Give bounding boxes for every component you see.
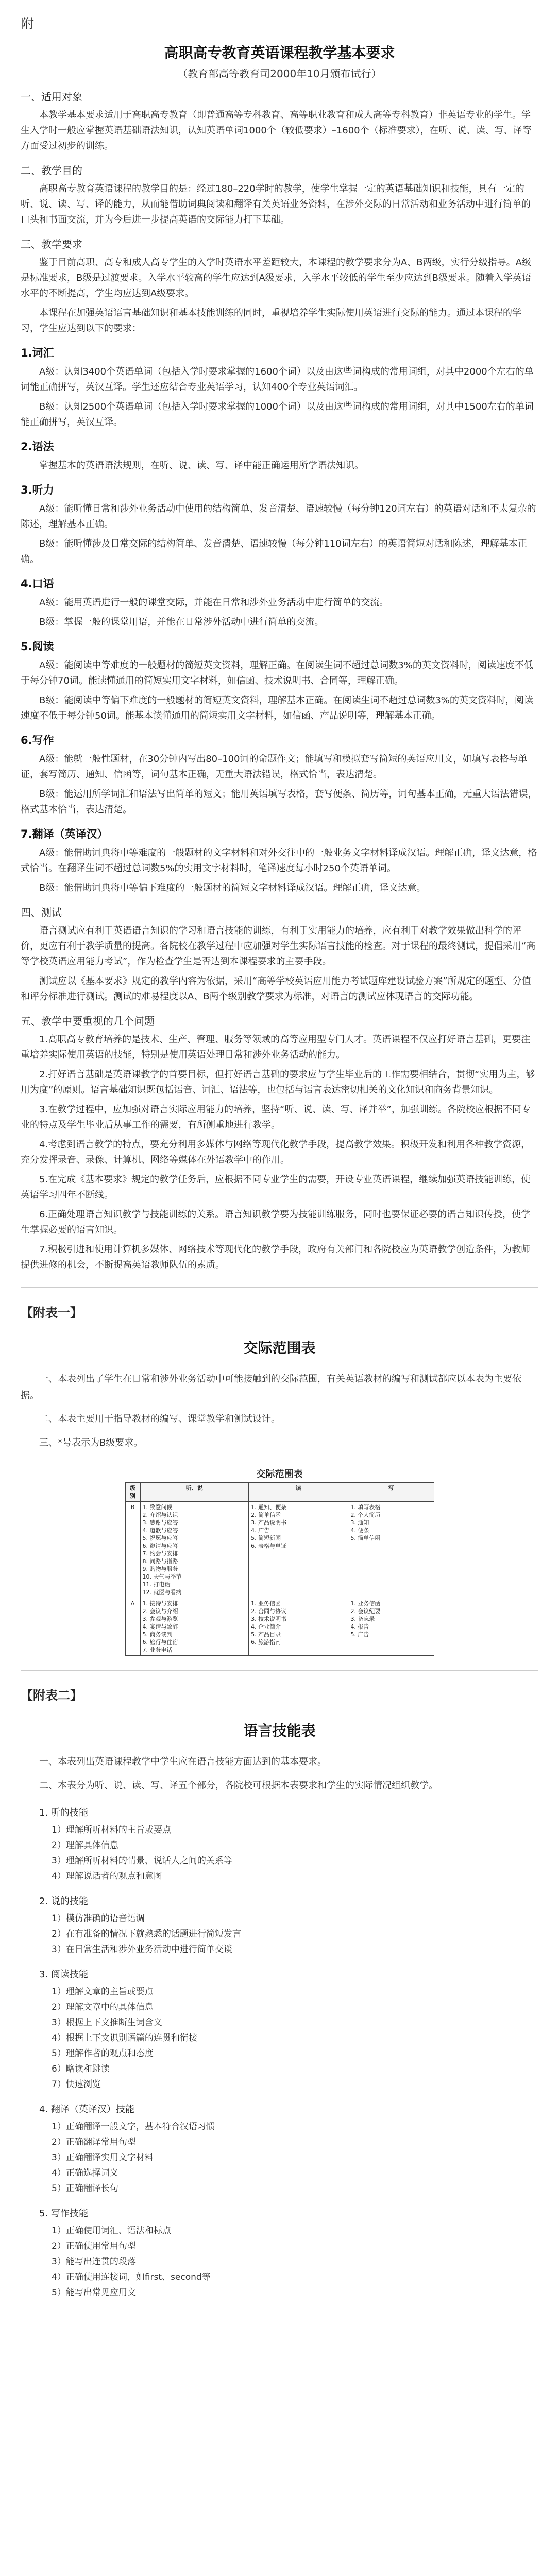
skill-item: 4）理解说话者的观点和意图	[52, 1871, 162, 1882]
paragraph: 本课程在加强英语语言基础知识和基本技能训练的同时，重视培养学生实际使用英语进行交际的能力。通过本课程的学习，学生应达到以下的要求：	[21, 308, 521, 334]
paragraph: A级：能用英语进行一般的课堂交际，并能在日常和涉外业务活动中进行简单的交流。	[39, 597, 389, 608]
requirement-heading: 6.写作	[21, 734, 54, 747]
table-cell-line: 1. 致意问候	[142, 1504, 173, 1511]
intro-paragraph: 一、本表列出了学生在日常和涉外业务活动中可能接触到的交际范围，有关英语教材的编写和测试都应以本表为主要依据。	[21, 1374, 521, 1401]
table-cell-line: 5. 产品目录	[251, 1631, 281, 1638]
document-subtitle: （教育部高等教育司2000年10月颁布试行）	[177, 67, 382, 80]
paragraph: 本教学基本要求适用于高职高专教育（即普通高等专科教育、高等职业教育和成人高等专科教育）非英语专业的学生。学生入学时一般应掌握英语基础语法知识，认知英语单词1000个（较低要求）–1600个（标准要求），在听、说、读、写、译等方面受过初步的训练。	[21, 110, 532, 151]
skill-item: 2）理解具体信息	[52, 1840, 118, 1851]
requirement-heading: 7.翻译（英译汉）	[21, 828, 108, 840]
paragraph: A级：能借助词典将中等难度的一般题材的文字材料和对外交往中的一般业务文字材料译成汉语。理解正确，译文达意，格式恰当。在翻译生词不超过总词数5%的实用文字材料时，笔译速度每小时250个英语单词。	[21, 848, 537, 874]
skill-item: 1）理解文章的主旨或要点	[52, 1987, 154, 1997]
skill-item: 6）略读和跳读	[52, 2064, 110, 2074]
skill-item: 7）快速浏览	[52, 2079, 101, 2090]
communication-table	[125, 1467, 434, 1656]
sections-before	[21, 89, 538, 336]
paragraph: A级：能听懂日常和涉外业务活动中使用的结构简单、发音清楚、语速较慢（每分钟120词左右）的英语对话和不太复杂的陈述，理解基本正确。	[21, 503, 536, 530]
table-cell-line: 4. 便条	[350, 1527, 369, 1534]
table-cell	[249, 1598, 348, 1656]
paragraph: 4.考虑到语言教学的特点，要充分利用多媒体与网络等现代化教学手段，提高教学效果。积极开发和利用各种教学资源，充分发挥录音、录像、计算机、网络等媒体在外语教学中的作用。	[21, 1139, 531, 1165]
appendix1-banner: 【附表一】	[21, 1306, 82, 1320]
table-cell	[348, 1502, 434, 1598]
intro-paragraph: 二、本表分为听、说、读、写、译五个部分，各院校可根据本表要求和学生的实际情况组织教学。	[39, 1780, 438, 1791]
appendix2-title: 语言技能表	[243, 1722, 316, 1739]
table-cell-line: 10. 天气与季节	[142, 1573, 182, 1580]
skill-item: 1）模仿准确的语音语调	[52, 1913, 145, 1924]
table-cell-line: 1. 业务信函	[251, 1600, 281, 1607]
skill-group-title: 2. 说的技能	[39, 1896, 88, 1907]
table-title: 交际范围表	[256, 1469, 303, 1480]
paragraph: B级：能运用所学词汇和语法写出简单的短文；能用英语填写表格，套写便条、简历等，词句基本正确，无重大语法错误，格式基本恰当，表达清楚。	[21, 789, 537, 815]
skill-item: 1）理解所听材料的主旨或要点	[52, 1825, 171, 1835]
skill-item: 3）在日常生活和涉外业务活动中进行简单交谈	[52, 1944, 232, 1955]
paragraph: B级：能听懂涉及日常交际的结构简单、发音清楚、语速较慢（每分钟110词左右）的英语简短对话和陈述，理解基本正确。	[21, 538, 527, 565]
appendix2-intro	[21, 1754, 538, 1794]
table-cell-line: 2. 介绍与认识	[142, 1512, 178, 1518]
skill-item: 5）理解作者的观点和态度	[52, 2048, 154, 2059]
table-cell-line: 1. 通知、便条	[251, 1504, 287, 1511]
table-cell-line: 2. 简单信函	[251, 1512, 281, 1518]
table-cell-line: 8. 问路与指路	[142, 1558, 178, 1565]
table-row	[125, 1502, 434, 1598]
skill-group-title: 1. 听的技能	[39, 1807, 88, 1818]
table-row	[125, 1598, 434, 1656]
table-cell-line: 1. 填写表格	[350, 1504, 381, 1511]
table-cell-line: 5. 简单信函	[350, 1535, 381, 1541]
skill-item: 4）根据上下文识别语篇的连贯和衔接	[52, 2033, 197, 2043]
section-heading: 一、适用对象	[21, 91, 82, 103]
intro-paragraph: 三、*号表示为B级要求。	[39, 1437, 143, 1448]
paragraph: 1.高职高专教育培养的是技术、生产、管理、服务等领域的高等应用型专门人才。英语课程不仅应打好语言基础，更要注重培养实际使用英语的技能，特别是使用英语处理日常和涉外业务活动的能力。	[21, 1034, 531, 1060]
paragraph: 3.在教学过程中，应加强对语言实际应用能力的培养，坚持“听、说、读、写、译并举”，加强训练。各院校应根据不同专业的特点及学生毕业后从事工作的需要，有所侧重地进行教学。	[21, 1104, 531, 1130]
paragraph: A级：能就一般性题材，在30分钟内写出80–100词的命题作文；能填写和模拟套写简短的英语应用文，如填写表格与单证，套写简历、通知、信函等，词句基本正确，无重大语法错误，格式恰当，表达清楚。	[21, 754, 528, 780]
paragraph: 高职高专教育英语课程的教学目的是：经过180–220学时的教学，使学生掌握一定的英语基础知识和技能，具有一定的听、说、读、写、译的能力，从而能借助词典阅读和翻译有关英语业务资料，在涉外交际的日常活动和业务活动中进行简单的口头和书面交流，并为今后进一步提高英语的交际能力打下基础。	[21, 183, 531, 225]
table-cell-line: 7. 约会与安排	[142, 1550, 178, 1557]
intro-paragraph: 二、本表主要用于指导教材的编写、课堂教学和测试设计。	[39, 1414, 280, 1425]
table-cell-line: 1. 业务信函	[350, 1600, 381, 1607]
table-cell-line: 12. 就医与看病	[142, 1589, 182, 1596]
intro-paragraph: 一、本表列出英语课程教学中学生应在语言技能方面达到的基本要求。	[39, 1756, 327, 1767]
table-cell-line: 5. 商务谈判	[142, 1631, 173, 1638]
table-cell	[140, 1598, 249, 1656]
table-cell-line: 1. 接待与安排	[142, 1600, 178, 1607]
skill-item: 3）理解所听材料的情景、说话人之间的关系等	[52, 1856, 232, 1866]
table-cell	[348, 1598, 434, 1656]
paragraph: 5.在完成《基本要求》规定的教学任务后，应根据不同专业学生的需要，开设专业英语课程，继续加强英语技能训练，使英语学习四年不断线。	[21, 1174, 531, 1200]
skill-item: 2）正确使用常用句型	[52, 2241, 136, 2251]
skill-group-title: 5. 写作技能	[39, 2208, 88, 2219]
paragraph: 6.正确处理语言知识教学与技能训练的关系。语言知识教学要为技能训练服务，同时也要保证必要的语言知识传授，使学生掌握必要的语言知识。	[21, 1209, 531, 1235]
paragraph: 2.打好语言基础是英语课教学的首要目标，但打好语言基础的要求应与学生毕业后的工作需要相结合，贯彻“实用为主，够用为度”的原则。语言基础知识既包括语音、词汇、语法等，也包括与语言表达密切相关的文化知识和商务背景知识。	[21, 1069, 535, 1095]
document-title: 高职高专教育英语课程教学基本要求	[164, 44, 395, 61]
skill-item: 1）正确翻译一般文字，基本符合汉语习惯	[52, 2122, 215, 2132]
section-heading: 四、测试	[21, 906, 62, 919]
table-cell-line: 11. 打电话	[142, 1581, 171, 1588]
skill-group-title: 4. 翻译（英译汉）技能	[39, 2104, 134, 2115]
table-cell-line: 6. 旅游指南	[251, 1639, 281, 1646]
paragraph: B级：能借助词典将中等偏下难度的一般题材的简短文字材料译成汉语。理解正确，译文达意。	[39, 883, 426, 893]
table-cell-line: 5. 简短新闻	[251, 1535, 281, 1541]
appendix-label: 附	[21, 16, 35, 32]
requirement-heading: 1.词汇	[21, 347, 54, 359]
table-cell-line: 5. 祝愿与应答	[142, 1535, 178, 1541]
section-heading: 五、教学中要重视的几个问题	[21, 1015, 155, 1027]
table-cell-line: 4. 广告	[251, 1527, 270, 1534]
appendix2-banner: 【附表二】	[21, 1688, 82, 1703]
table-cell-line: 3. 备忘录	[350, 1616, 375, 1622]
requirement-heading: 4.口语	[21, 578, 54, 590]
table-level-cell: A	[125, 1598, 140, 1656]
skill-item: 2）在有准备的情况下就熟悉的话题进行简短发言	[52, 1929, 241, 1939]
skill-group-title: 3. 阅读技能	[39, 1969, 88, 1980]
paragraph: A级：能阅读中等难度的一般题材的简短英文资料，理解正确。在阅读生词不超过总词数3%的英文资料时，阅读速度不低于每分钟70词。能读懂通用的简短实用文字材料，如信函、技术说明书、合同等，理解正确。	[21, 660, 533, 686]
table-cell-line: 5. 广告	[350, 1631, 369, 1638]
skill-item: 2）理解文章中的具体信息	[52, 2002, 154, 2012]
table-cell-line: 3. 通知	[350, 1519, 369, 1526]
table-header-cell: 写	[348, 1483, 434, 1502]
table-cell-line: 4. 宴请与致辞	[142, 1623, 178, 1630]
table-level-cell: B	[125, 1502, 140, 1598]
skill-item: 1）正确使用词汇、语法和标点	[52, 2226, 171, 2236]
table-cell-line: 3. 感谢与应答	[142, 1519, 178, 1526]
table-cell-line: 4. 道歉与应答	[142, 1527, 178, 1534]
table-cell-line: 2. 会议与介绍	[142, 1608, 178, 1615]
communication-table-grid	[125, 1482, 434, 1656]
paragraph: 鉴于目前高职、高专和成人高专学生的入学时英语水平差距较大，本课程的教学要求分为A、B两级，实行分级指导。A级是标准要求，B级是过渡要求。入学水平较高的学生应达到A级要求，入学水平较低的学生至少应达到B级要求。随着入学英语水平的不断提高，学生均应达到A级要求。	[21, 257, 532, 299]
skill-item: 4）正确使用连接词，如first、second等	[52, 2272, 211, 2282]
skills-list	[21, 1805, 538, 2299]
section-heading: 三、教学要求	[21, 238, 82, 250]
table-header-row	[125, 1483, 434, 1502]
table-cell-line: 3. 参观与游览	[142, 1616, 178, 1622]
skill-item: 3）根据上下文推断生词含义	[52, 2018, 162, 2028]
sections-after	[21, 904, 538, 1273]
requirements-list	[21, 345, 538, 896]
requirement-heading: 2.语法	[21, 440, 54, 453]
appendix1-title: 交际范围表	[243, 1340, 316, 1357]
paragraph: B级：掌握一般的课堂用语，并能在日常涉外活动中进行简单的交流。	[39, 617, 324, 628]
table-cell	[249, 1502, 348, 1598]
table-cell-line: 6. 表格与单证	[251, 1543, 287, 1549]
paragraph: 语言测试应有利于英语语言知识的学习和语言技能的训练，有利于实用能力的培养，应有利于对教学效果做出科学的评价，更应有利于教学质量的提高。各院校在教学过程中应加强对学生实际语言技能的检查。对于课程的最终测试，提倡采用“高等学校英语应用能力考试”，作为检查学生是否达到本课程要求的主要手段。	[21, 925, 536, 967]
skill-item: 2）正确翻译常用句型	[52, 2137, 136, 2147]
skill-item: 3）正确翻译实用文字材料	[52, 2153, 154, 2163]
table-body	[125, 1502, 434, 1656]
skill-item: 5）能写出常见应用文	[52, 2287, 136, 2298]
paragraph: 掌握基本的英语语法规则，在听、说、读、写、译中能正确运用所学语法知识。	[39, 460, 364, 471]
table-header-cell: 读	[249, 1483, 348, 1502]
paragraph: B级：能阅读中等偏下难度的一般题材的简短英文资料，理解基本正确。在阅读生词不超过总词数3%的英文资料时，阅读速度不低于每分钟50词。能基本读懂通用的简短实用文字材料，如信函、产品说明等，理解基本正确。	[21, 695, 533, 721]
table-header-cell: 听、说	[140, 1483, 249, 1502]
paragraph: 测试应以《基本要求》规定的教学内容为依据，采用“高等学校英语应用能力考试题库建设试验方案”所规定的题型、分值和评分标准进行测试。测试的难易程度以A、B两个级别教学要求为标准，对语言的测试应体现语言的交际功能。	[21, 976, 531, 1002]
section-divider	[21, 1287, 538, 1288]
paragraph: A级：认知3400个英语单词（包括入学时要求掌握的1600个词）以及由这些词构成的常用词组，对其中2000个左右的单词能正确拼写，英汉互译。学生还应结合专业英语学习，认知400个专业英语词汇。	[21, 366, 534, 393]
skill-item: 4）正确选择词义	[52, 2168, 118, 2178]
paragraph: B级：认知2500个英语单词（包括入学时要求掌握的1000个词）以及由这些词构成的常用词组，对其中1500左右的单词能正确拼写，英汉互译。	[21, 401, 534, 428]
table-cell	[140, 1502, 249, 1598]
section-heading: 二、教学目的	[21, 164, 82, 177]
table-cell-line: 7. 业务电话	[142, 1647, 173, 1653]
skill-item: 3）能写出连贯的段落	[52, 2257, 136, 2267]
paragraph: 7.积极引进和使用计算机多媒体、网络技术等现代化的教学手段，政府有关部门和各院校应为英语教学创造条件，为教师提供进修的机会，不断提高英语教师队伍的素质。	[21, 1244, 531, 1270]
table-header-cell: 级别	[125, 1483, 140, 1502]
table-cell-line: 6. 旅行与住宿	[142, 1639, 178, 1646]
requirement-heading: 5.阅读	[21, 640, 54, 653]
table-cell-line: 4. 报告	[350, 1623, 369, 1630]
requirement-heading: 3.听力	[21, 484, 54, 496]
table-cell-line: 6. 邀请与应答	[142, 1543, 178, 1549]
table-cell-line: 2. 个人简历	[350, 1512, 381, 1518]
table-cell-line: 9. 购物与服务	[142, 1566, 178, 1572]
appendix1-intro	[21, 1371, 538, 1451]
table-cell-line: 3. 技术说明书	[251, 1616, 287, 1622]
table-cell-line: 2. 合同与协议	[251, 1608, 287, 1615]
table-cell-line: 3. 产品说明书	[251, 1519, 287, 1526]
table-cell-line: 2. 会议纪要	[350, 1608, 381, 1615]
table-cell-line: 4. 企业简介	[251, 1623, 281, 1630]
section-divider	[21, 1670, 538, 1671]
skill-item: 5）正确翻译长句	[52, 2183, 118, 2194]
